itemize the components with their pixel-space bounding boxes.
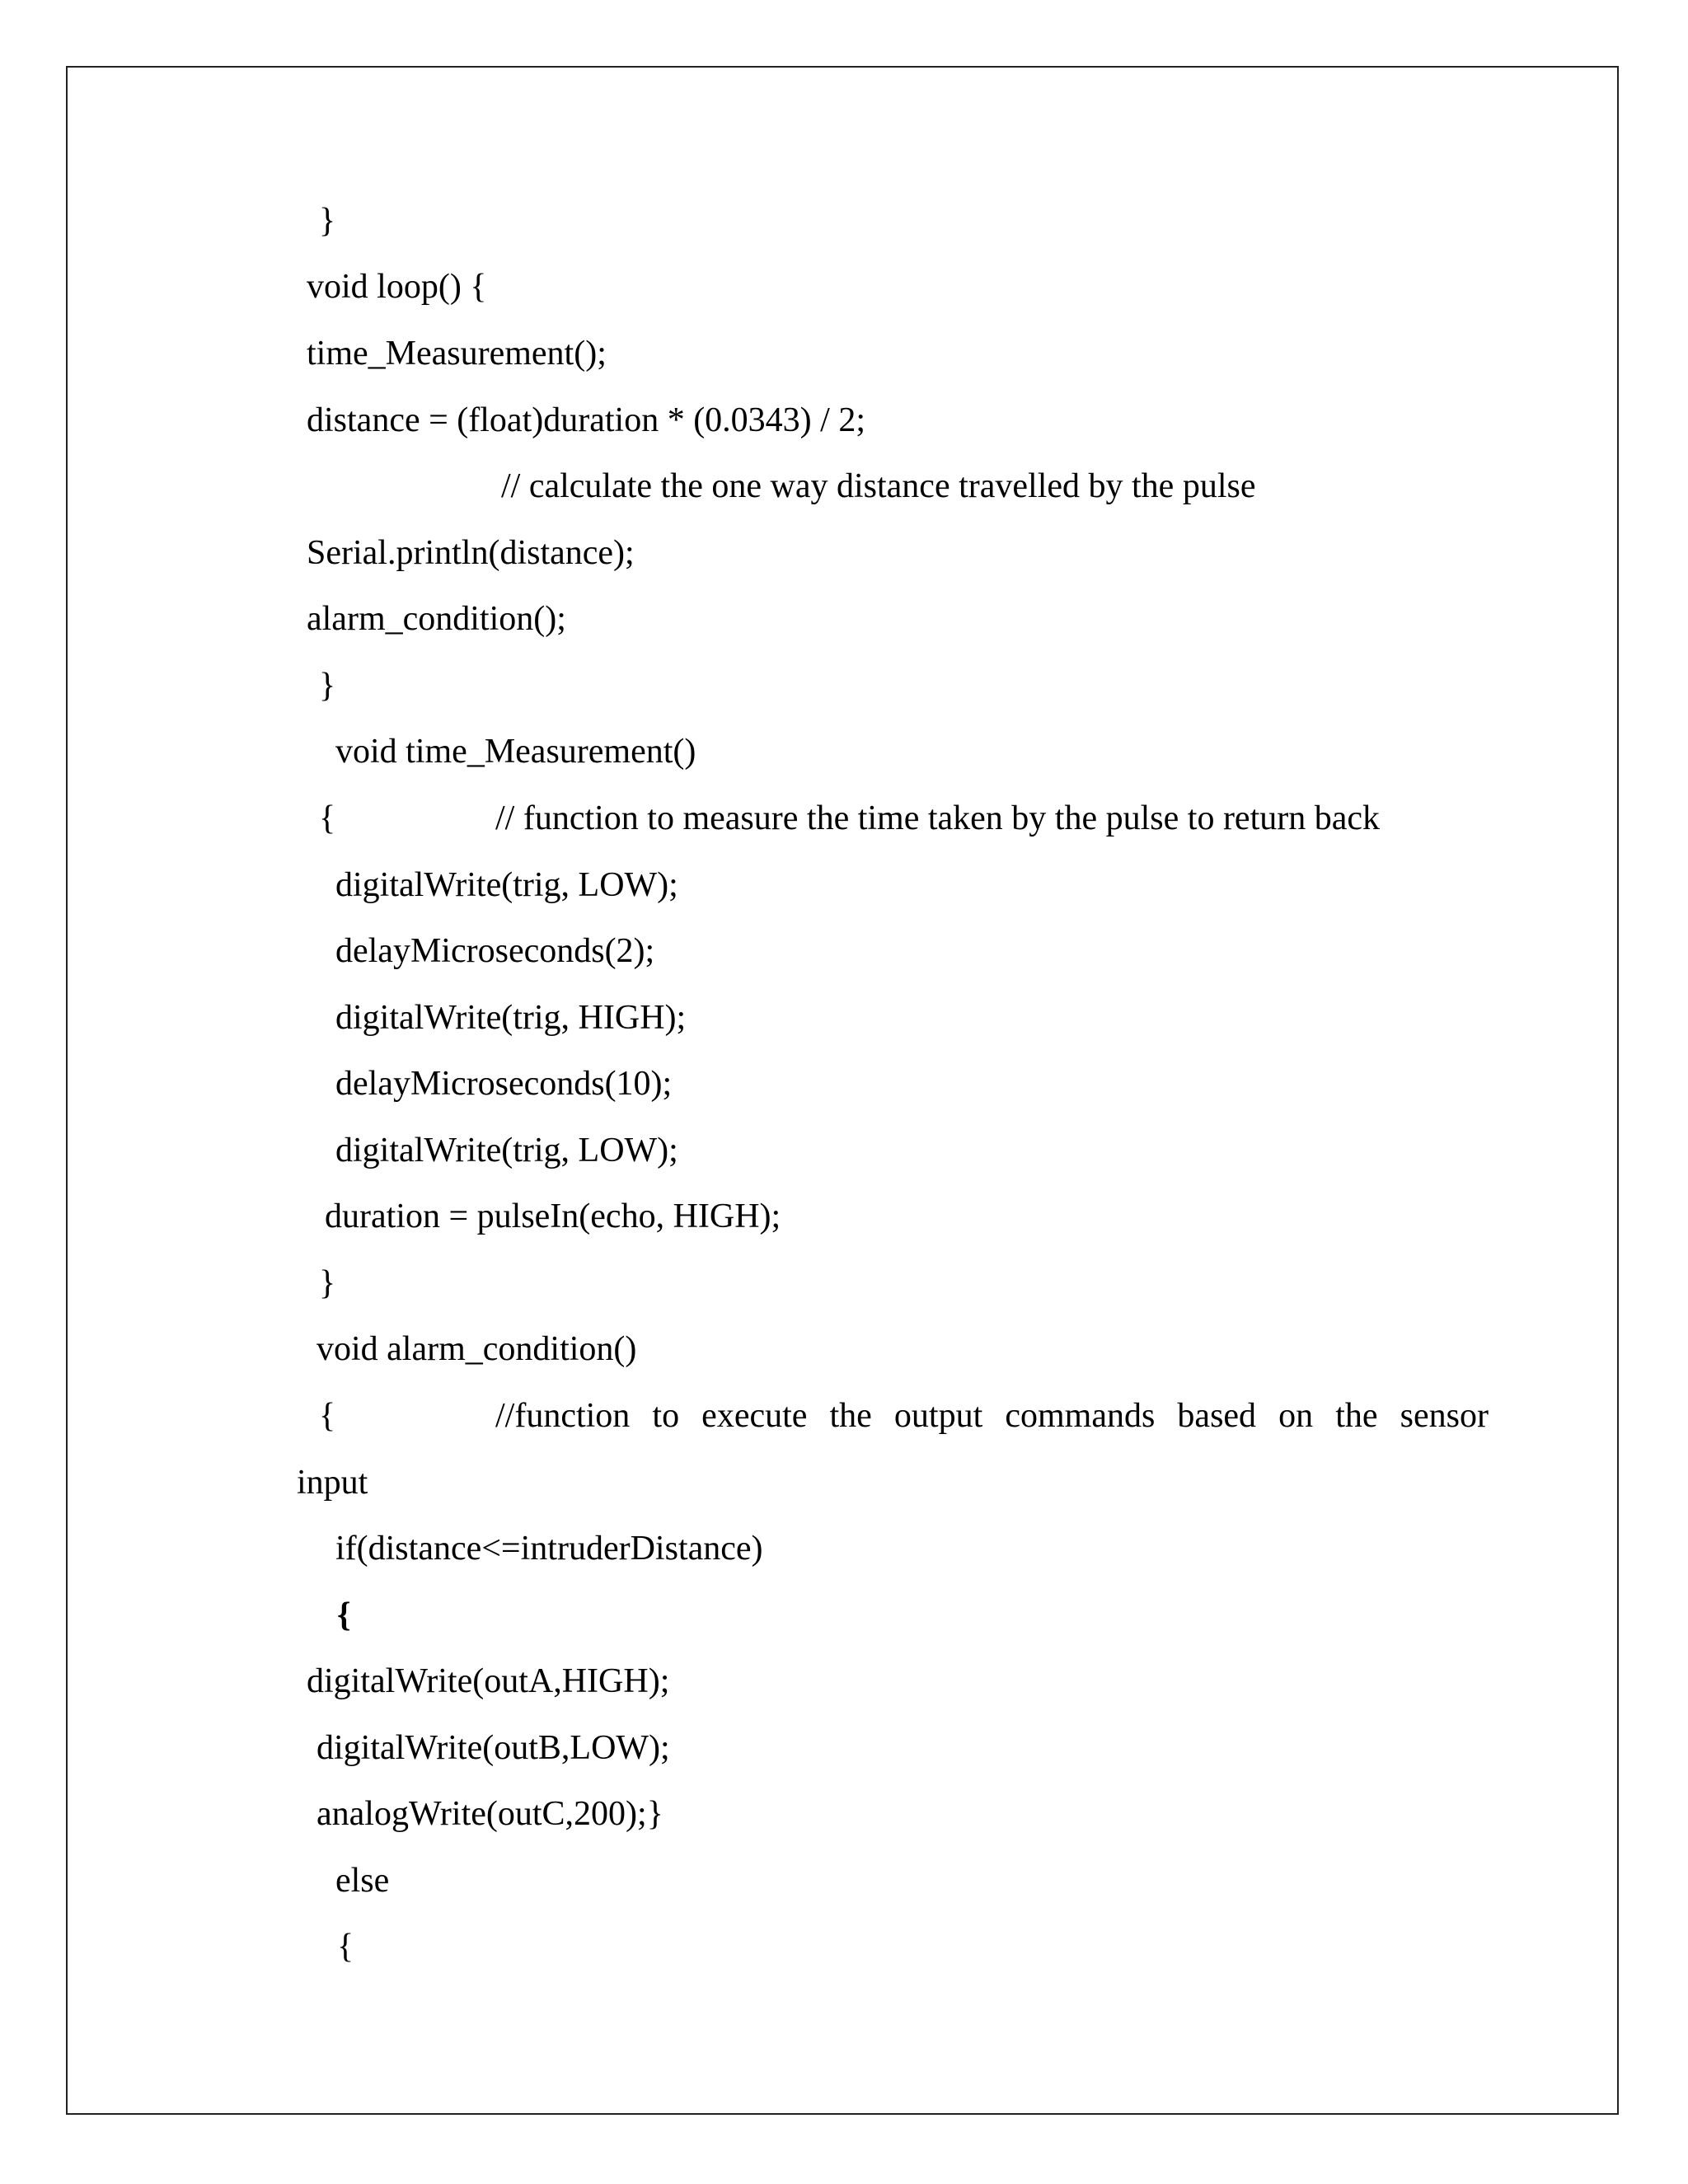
comment-word: output bbox=[893, 1397, 983, 1435]
code-line-void-time-measurement: void time_Measurement() bbox=[335, 733, 696, 771]
code-line-input-wrap: input bbox=[297, 1464, 368, 1502]
comment-word: the bbox=[829, 1397, 872, 1435]
code-line-closing-brace-2: } bbox=[319, 667, 336, 705]
code-line-distance-calc: distance = (float)duration * (0.0343) / 2; bbox=[307, 401, 866, 439]
code-line-analogwrite-outc: analogWrite(outC,200);} bbox=[316, 1795, 663, 1833]
code-line-comment-measure: // function to measure the time taken by the pulse to return back bbox=[495, 799, 1381, 837]
code-line-delay-10: delayMicroseconds(10); bbox=[335, 1065, 673, 1103]
code-line-opening-brace-1: { bbox=[319, 799, 336, 837]
code-line-if-distance: if(distance<=intruderDistance) bbox=[335, 1530, 763, 1568]
code-line-opening-brace-2: { bbox=[319, 1397, 336, 1435]
comment-word: on bbox=[1278, 1397, 1314, 1435]
code-line-time-measurement-call: time_Measurement(); bbox=[307, 335, 607, 373]
code-line-digitalwrite-trig-low-2: digitalWrite(trig, LOW); bbox=[335, 1132, 678, 1169]
code-line-alarm-condition-call: alarm_condition(); bbox=[307, 600, 566, 638]
code-line-else: else bbox=[335, 1862, 390, 1900]
code-line-closing-brace-3: } bbox=[319, 1264, 336, 1302]
comment-word: execute bbox=[701, 1397, 808, 1435]
code-line-digitalwrite-outa-high: digitalWrite(outA,HIGH); bbox=[307, 1662, 670, 1700]
code-line-duration-pulsein: duration = pulseIn(echo, HIGH); bbox=[325, 1197, 781, 1235]
code-line-digitalwrite-trig-low-1: digitalWrite(trig, LOW); bbox=[335, 866, 678, 904]
comment-word: the bbox=[1335, 1397, 1378, 1435]
code-line-closing-brace-1: } bbox=[319, 202, 336, 240]
comment-word: sensor bbox=[1400, 1397, 1489, 1435]
code-line-digitalwrite-trig-high: digitalWrite(trig, HIGH); bbox=[335, 999, 687, 1037]
code-line-digitalwrite-outb-low: digitalWrite(outB,LOW); bbox=[316, 1729, 670, 1767]
comment-word: to bbox=[652, 1397, 680, 1435]
page-border bbox=[66, 66, 1619, 2115]
code-line-comment-execute bbox=[495, 1395, 1489, 1436]
comment-word: //function bbox=[495, 1397, 631, 1435]
code-line-void-alarm-condition: void alarm_condition() bbox=[316, 1330, 637, 1368]
code-line-opening-brace-3: { bbox=[337, 1596, 351, 1634]
comment-word: commands bbox=[1005, 1397, 1156, 1435]
code-line-delay-2: delayMicroseconds(2); bbox=[335, 932, 655, 970]
code-line-serial-println: Serial.println(distance); bbox=[307, 534, 635, 572]
code-line-comment-distance: // calculate the one way distance travelled by the pulse bbox=[501, 467, 1256, 505]
code-line-void-loop: void loop() { bbox=[307, 268, 487, 306]
code-line-opening-brace-4: { bbox=[337, 1928, 354, 1966]
comment-word: based bbox=[1177, 1397, 1257, 1435]
